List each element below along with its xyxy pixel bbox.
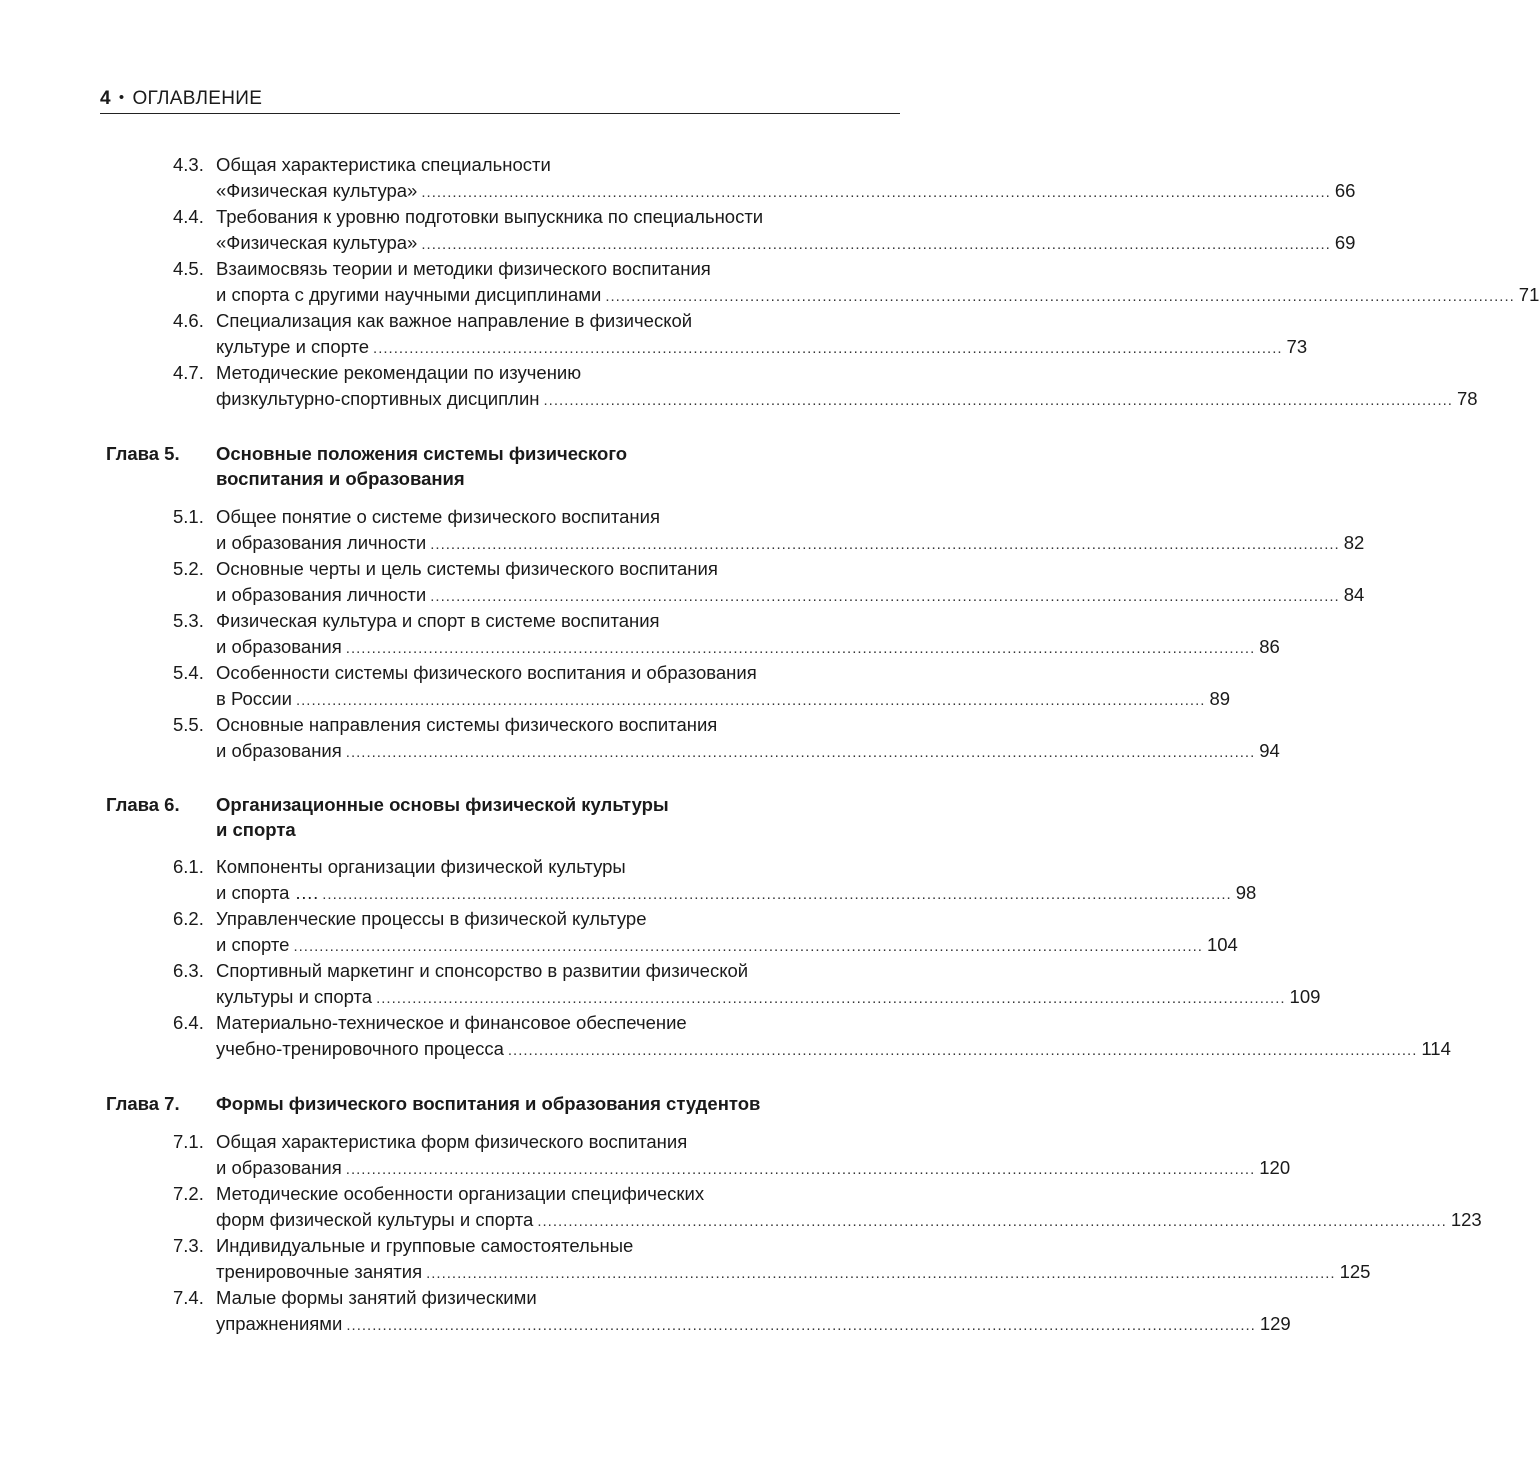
entry-number: 7.3. bbox=[173, 1235, 204, 1256]
entry-title-line2: учебно-тренировочного процесса bbox=[216, 1038, 504, 1059]
entry-page: 104 bbox=[1206, 934, 1238, 955]
entry-number: 5.4. bbox=[173, 662, 204, 683]
toc-entry[interactable] bbox=[0, 504, 1365, 556]
header-title: ОГЛАВЛЕНИЕ bbox=[132, 88, 263, 109]
entry-page: 125 bbox=[1339, 1261, 1371, 1282]
entry-title-line1: Специализация как важное направление в физической bbox=[216, 310, 693, 331]
toc-entry[interactable] bbox=[0, 608, 1280, 660]
entry-title-line2: и спорта с другими научными дисциплинами bbox=[216, 284, 602, 305]
entry-title-line1: Управленческие процессы в физической культуре bbox=[216, 908, 647, 929]
entry-page: 98 bbox=[1235, 882, 1257, 903]
entry-page: 84 bbox=[1343, 584, 1365, 605]
entry-number: 6.4. bbox=[173, 1012, 204, 1033]
toc-entry[interactable] bbox=[0, 256, 1539, 308]
toc-entry[interactable] bbox=[0, 1181, 1482, 1233]
entry-title-line2: культуры и спорта bbox=[216, 986, 373, 1007]
dot-leader: ................................................................................................................................................................................ bbox=[421, 236, 1331, 253]
page-number: 4 bbox=[100, 88, 111, 109]
toc-entry[interactable] bbox=[0, 556, 1365, 608]
dot-leader: ................................................................................................................................................................................ bbox=[537, 1213, 1447, 1230]
entry-page: 78 bbox=[1456, 388, 1478, 409]
entry-title-line1: Требования к уровню подготовки выпускника по специальности bbox=[216, 206, 764, 227]
entry-title-line2: и образования bbox=[216, 636, 342, 657]
dot-leader: ................................................................................................................................................................................ bbox=[426, 1265, 1336, 1282]
entry-title-line1: Общее понятие о системе физического воспитания bbox=[216, 506, 660, 527]
entry-title-line1: Физическая культура и спорт в системе воспитания bbox=[216, 610, 660, 631]
toc-entry[interactable] bbox=[0, 152, 1356, 204]
dot-leader: ................................................................................................................................................................................ bbox=[543, 392, 1453, 409]
entry-title-line1: Спортивный маркетинг и спонсорство в развитии физической bbox=[216, 960, 749, 981]
entry-page: 66 bbox=[1334, 180, 1356, 201]
bullet-separator: • bbox=[118, 89, 125, 106]
entry-title-line2: и спорта …. bbox=[216, 882, 319, 903]
dot-leader: ................................................................................................................................................................................ bbox=[345, 640, 1256, 657]
entry-number: 7.4. bbox=[173, 1287, 204, 1308]
entry-number: 5.2. bbox=[173, 558, 204, 579]
entry-number: 5.3. bbox=[173, 610, 204, 631]
entry-number: 5.1. bbox=[173, 506, 204, 527]
toc-entry[interactable] bbox=[0, 906, 1238, 958]
entry-number: 6.3. bbox=[173, 960, 204, 981]
entry-page: 114 bbox=[1421, 1038, 1451, 1059]
entry-page: 120 bbox=[1259, 1157, 1291, 1178]
entry-number: 4.4. bbox=[173, 206, 204, 227]
entry-title-line2: и образования bbox=[216, 740, 342, 761]
entry-number: 4.3. bbox=[173, 154, 204, 175]
entry-title-line2: и спорте bbox=[216, 934, 290, 955]
chapter-label: Глава 5. bbox=[106, 443, 180, 464]
entry-title-line1: Общая характеристика форм физического воспитания bbox=[216, 1131, 688, 1152]
entry-page: 82 bbox=[1343, 532, 1365, 553]
toc-entry[interactable] bbox=[0, 660, 1231, 712]
chapter-title-line1: Формы физического воспитания и образования студентов bbox=[216, 1093, 761, 1114]
toc-entry[interactable] bbox=[0, 204, 1356, 256]
entry-title-line1: Основные направления системы физического воспитания bbox=[216, 714, 718, 735]
entry-page: 89 bbox=[1209, 688, 1231, 709]
entry-number: 4.6. bbox=[173, 310, 204, 331]
entry-title-line2: физкультурно-спортивных дисциплин bbox=[216, 388, 540, 409]
toc-entry[interactable] bbox=[0, 1129, 1291, 1181]
entry-title-line1: Основные черты и цель системы физического воспитания bbox=[216, 558, 718, 579]
toc-entry[interactable] bbox=[0, 308, 1308, 360]
entry-page: 123 bbox=[1450, 1209, 1482, 1230]
chapter-label: Глава 6. bbox=[106, 794, 180, 815]
entry-number: 5.5. bbox=[173, 714, 204, 735]
entry-number: 7.1. bbox=[173, 1131, 204, 1152]
chapter-label: Глава 7. bbox=[106, 1093, 180, 1114]
entry-number: 6.1. bbox=[173, 856, 204, 877]
running-header bbox=[100, 86, 900, 114]
entry-title-line1: Индивидуальные и групповые самостоятельные bbox=[216, 1235, 634, 1256]
chapter-title-line2: воспитания и образования bbox=[216, 468, 465, 489]
entry-page: 69 bbox=[1334, 232, 1356, 253]
entry-title-line2: и образования bbox=[216, 1157, 342, 1178]
entry-title-line1: Особенности системы физического воспитания и образования bbox=[216, 662, 757, 683]
dot-leader: ................................................................................................................................................................................ bbox=[430, 536, 1340, 553]
entry-title-line2: «Физическая культура» bbox=[216, 180, 418, 201]
entry-page: 109 bbox=[1289, 986, 1321, 1007]
entry-title-line1: Материально-техническое и финансовое обеспечение bbox=[216, 1012, 687, 1033]
chapter-title-line1: Основные положения системы физического bbox=[216, 443, 628, 464]
entry-title-line2: культуре и спорте bbox=[216, 336, 370, 357]
entry-title-line2: тренировочные занятия bbox=[216, 1261, 423, 1282]
dot-leader: ................................................................................................................................................................................ bbox=[346, 1317, 1256, 1334]
dot-leader: ................................................................................................................................................................................ bbox=[430, 588, 1340, 605]
entry-page: 73 bbox=[1286, 336, 1308, 357]
toc-entry[interactable] bbox=[0, 712, 1280, 764]
entry-title-line1: Методические особенности организации специфических bbox=[216, 1183, 705, 1204]
dot-leader: ................................................................................................................................................................................ bbox=[345, 1161, 1256, 1178]
toc-entry[interactable] bbox=[0, 360, 1478, 412]
entry-title-line2: и образования личности bbox=[216, 584, 427, 605]
dot-leader: ................................................................................................................................................................................ bbox=[295, 692, 1206, 709]
entry-title-line2: в России bbox=[216, 688, 292, 709]
entry-title-line1: Малые формы занятий физическими bbox=[216, 1287, 537, 1308]
entry-number: 4.7. bbox=[173, 362, 204, 383]
entry-number: 7.2. bbox=[173, 1183, 204, 1204]
chapter-title-line2: и спорта bbox=[216, 819, 296, 840]
entry-title-line2: «Физическая культура» bbox=[216, 232, 418, 253]
entry-title-line1: Методические рекомендации по изучению bbox=[216, 362, 582, 383]
entry-page: 86 bbox=[1259, 636, 1280, 657]
toc-entry[interactable] bbox=[0, 1285, 1291, 1337]
dot-leader: ................................................................................................................................................................................ bbox=[507, 1042, 1418, 1059]
entry-number: 6.2. bbox=[173, 908, 204, 929]
entry-page: 94 bbox=[1259, 740, 1280, 761]
toc-entry[interactable] bbox=[0, 1010, 1451, 1062]
entry-title-line2: и образования личности bbox=[216, 532, 427, 553]
chapter-title-line1: Организационные основы физической культуры bbox=[216, 794, 669, 815]
dot-leader: ................................................................................................................................................................................ bbox=[605, 288, 1515, 305]
entry-page: 71 bbox=[1518, 284, 1539, 305]
entry-number: 4.5. bbox=[173, 258, 204, 279]
entry-title-line1: Компоненты организации физической культуры bbox=[216, 856, 626, 877]
entry-title-line1: Общая характеристика специальности bbox=[216, 154, 551, 175]
toc-entry[interactable] bbox=[0, 958, 1321, 1010]
dot-leader: ................................................................................................................................................................................ bbox=[376, 990, 1286, 1007]
toc-entry[interactable] bbox=[0, 1233, 1371, 1285]
entry-page: 129 bbox=[1259, 1313, 1291, 1334]
toc-entry[interactable] bbox=[0, 854, 1257, 906]
entry-title-line2: упражнениями bbox=[216, 1313, 343, 1334]
dot-leader: ................................................................................................................................................................................ bbox=[373, 340, 1283, 357]
dot-leader: ................................................................................................................................................................................ bbox=[322, 886, 1232, 903]
dot-leader: ................................................................................................................................................................................ bbox=[421, 184, 1331, 201]
entry-title-line2: форм физической культуры и спорта bbox=[216, 1209, 534, 1230]
entry-title-line1: Взаимосвязь теории и методики физического воспитания bbox=[216, 258, 711, 279]
dot-leader: ................................................................................................................................................................................ bbox=[345, 744, 1256, 761]
dot-leader: ................................................................................................................................................................................ bbox=[293, 938, 1203, 955]
